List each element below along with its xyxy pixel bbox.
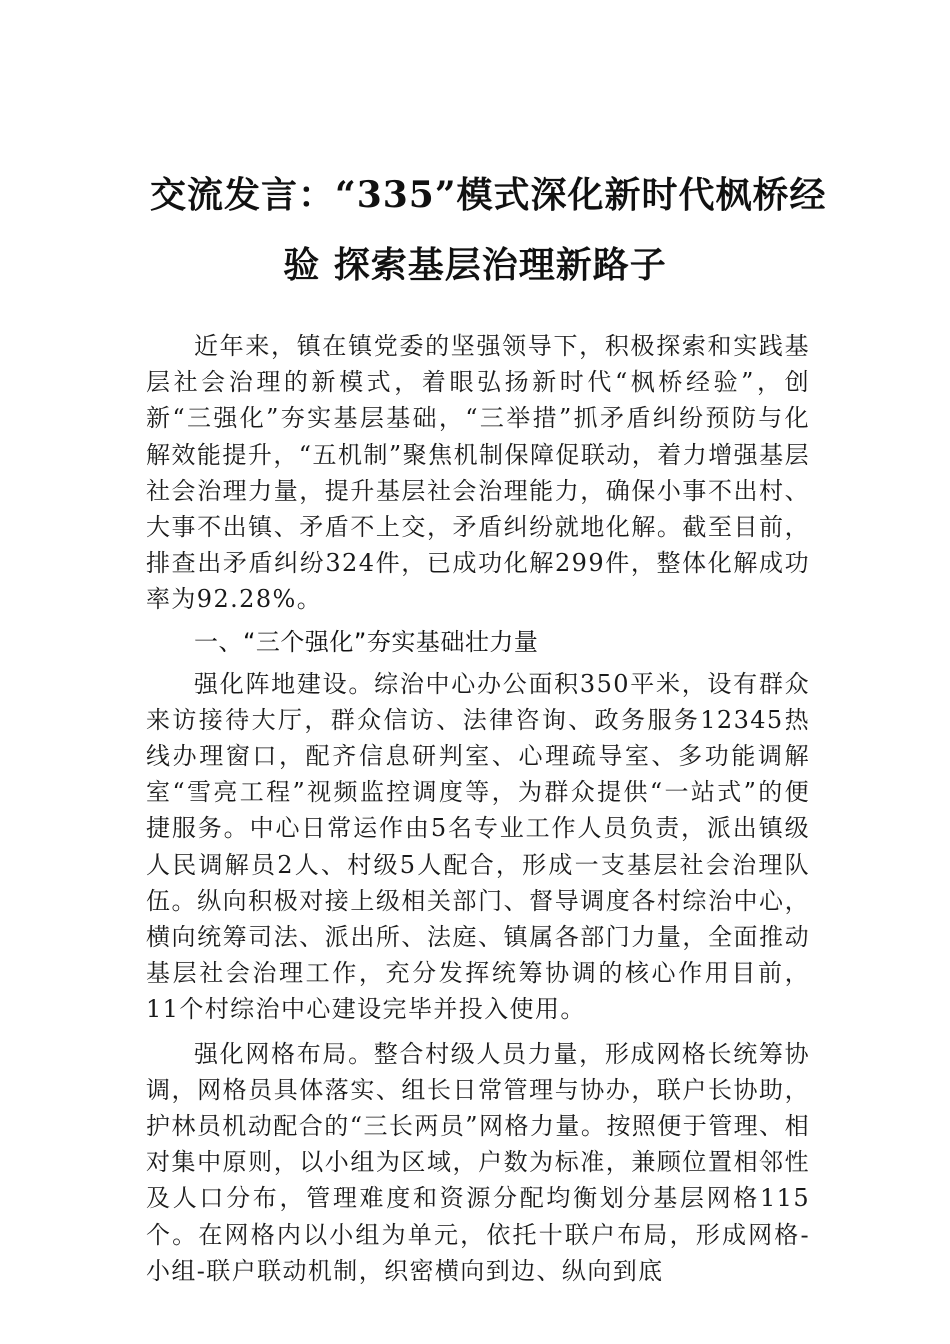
intro-paragraph: 近年来，镇在镇党委的坚强领导下，积极探索和实践基层社会治理的新模式，着眼弘扬新时代“枫桥经验”，创新“三强化”夯实基层基础，“三举措”抓矛盾纠纷预防与化解效能提升，“五机制”聚焦机制保障促联动，着力增强基层社会治理力量，提升基层社会治理能力，确保小事不出村、大事不出镇、矛盾不上交，矛盾纠纷就地化解。截至目前，排查出矛盾纠纷324件，已成功化解299件，整体化解成功率为92.28%。 — [146, 332, 810, 614]
body-paragraph-position-building: 强化阵地建设。综治中心办公面积350平米，设有群众来访接待大厅，群众信访、法律咨询、政务服务12345热线办理窗口，配齐信息研判室、心理疏导室、多功能调解室“雪亮工程”视频监控调度等，为群众提供“一站式”的便捷服务。中心日常运作由5名专业工作人员负责，派出镇级人民调解员2人、村级5人配合，形成一支基层社会治理队伍。纵向积极对接上级相关部门、督导调度各村综治中心，横向统筹司法、派出所、法庭、镇属各部门力量，全面推动基层社会治理工作，充分发挥统筹协调的核心作用目前，11个村综治中心建设完毕并投入使用。 — [146, 669, 810, 1024]
section-heading: 一、“三个强化”夯实基础壮力量 — [194, 627, 539, 656]
body-paragraph-grid-layout: 强化网格布局。整合村级人员力量，形成网格长统筹协调，网格员具体落实、组长日常管理与协办，联户长协助，护林员机动配合的“三长两员”网格力量。按照便于管理、相对集中原则，以小组为区域，户数为标准，兼顾位置相邻性及人口分布，管理难度和资源分配均衡划分基层网格115个。在网格内以小组为单元，依托十联户布局，形成网格-小组-联户联动机制，织密横向到边、纵向到底 — [146, 1039, 810, 1285]
title-line-1: 交流发言：“335”模式深化新时代枫桥经 — [150, 174, 827, 216]
title-line-2: 验 探索基层治理新路子 — [283, 244, 667, 286]
document-body — [146, 328, 810, 1289]
document-title — [150, 160, 827, 300]
